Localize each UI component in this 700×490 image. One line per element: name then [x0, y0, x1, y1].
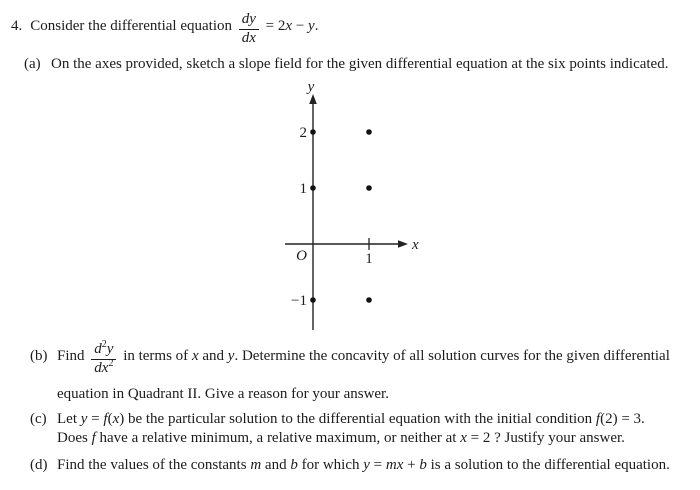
grid-point [366, 297, 372, 303]
grid-point [366, 129, 372, 135]
superscript: 2 [101, 339, 107, 350]
math-var: b [290, 457, 298, 473]
grid-point [310, 185, 316, 191]
part-b [30, 339, 670, 404]
y-tick-label: −1 [291, 293, 307, 309]
math-var: y [227, 347, 235, 364]
part-c-line-2 [57, 429, 645, 448]
problem-intro [11, 12, 318, 47]
origin-label: O [296, 248, 307, 264]
part-b-text-2 [57, 386, 389, 402]
part-a-text [51, 56, 668, 72]
text-run: ) be the particular solution to the differential equation with the initial condition [119, 411, 596, 427]
math-var: d [94, 341, 102, 357]
text-run: = 2 [261, 17, 286, 34]
problem-number: 4. [11, 17, 23, 34]
math-var: m [250, 457, 262, 473]
math-fraction [239, 12, 259, 47]
part-a-line-1 [24, 55, 668, 74]
math-var: dx [94, 359, 109, 376]
text-run: = [87, 411, 104, 427]
math-var: f [595, 411, 601, 427]
part-c-line-1 [30, 410, 645, 429]
text-run: Let [57, 411, 81, 427]
text-run: and [261, 457, 291, 473]
part-d-line-1 [30, 456, 670, 475]
text-run: Find [57, 347, 89, 364]
text-run: Does [57, 430, 92, 446]
part-c [30, 410, 645, 448]
text-run: for which [297, 457, 364, 473]
problem-intro-text [30, 11, 319, 46]
part-a [24, 55, 668, 74]
part-c-text-1 [57, 411, 645, 427]
slope-field-figure [275, 83, 435, 343]
text-run: and [198, 347, 228, 364]
y-axis-label: y [307, 83, 315, 95]
y-tick-label: 1 [299, 181, 307, 197]
text-run: is a solution to the differential equation. [426, 457, 670, 473]
math-var: x [285, 17, 293, 34]
part-c-label: (c) [30, 411, 47, 427]
x-tick-label: 1 [365, 251, 373, 267]
text-run: . Determine the concavity of all solution curves for the given differential [234, 347, 670, 364]
part-d [30, 456, 670, 475]
text-run: . [314, 17, 319, 34]
math-fraction [91, 339, 116, 377]
math-var: mx [385, 457, 404, 473]
math-var: dx [241, 29, 256, 46]
math-var: y [363, 457, 370, 473]
math-var: f [91, 430, 96, 446]
text-run: On the axes provided, sketch a slope field for the given differential equation at the six points indicated. [51, 56, 669, 72]
text-run: = [369, 457, 386, 473]
grid-point [366, 185, 372, 191]
text-run: Find the values of the constants [57, 457, 251, 473]
grid-point [310, 129, 316, 135]
superscript: 2 [108, 357, 114, 369]
part-b-line-2 [57, 385, 670, 404]
math-var: x [191, 347, 199, 364]
text-run: have a relative minimum, a relative maximum, or neither at [95, 430, 461, 446]
part-c-text-2 [57, 430, 625, 446]
math-var: x [112, 411, 120, 427]
text-run: ( [107, 411, 113, 427]
math-var: b [419, 457, 427, 473]
x-axis-label: x [412, 237, 419, 253]
math-var: f [103, 411, 108, 427]
math-var: y [80, 411, 88, 427]
math-var: x [460, 430, 467, 446]
math-var: y [308, 17, 315, 34]
x-axis-arrow [398, 240, 408, 248]
text-run: in terms of [119, 347, 192, 364]
part-b-label: (b) [30, 347, 48, 364]
part-a-label: (a) [24, 56, 41, 72]
part-d-text [57, 457, 670, 473]
text-run: + [403, 457, 420, 473]
slope-field-svg [275, 83, 435, 338]
text-run: = 2 ? Justify your answer. [466, 430, 625, 446]
math-var: y [106, 341, 114, 357]
part-b-text-1 [57, 339, 670, 376]
grid-point [310, 297, 316, 303]
text-run: − [292, 17, 309, 34]
text-run: equation in Quadrant II. Give a reason for your answer. [57, 385, 389, 402]
math-var: dy [241, 11, 256, 27]
text-run: Consider the differential equation [30, 17, 236, 34]
y-axis-arrow [309, 94, 317, 104]
y-tick-label: 2 [299, 125, 307, 141]
part-d-label: (d) [30, 457, 48, 473]
part-b-line-1 [30, 339, 670, 377]
text-run: (2) = 3. [600, 411, 645, 427]
